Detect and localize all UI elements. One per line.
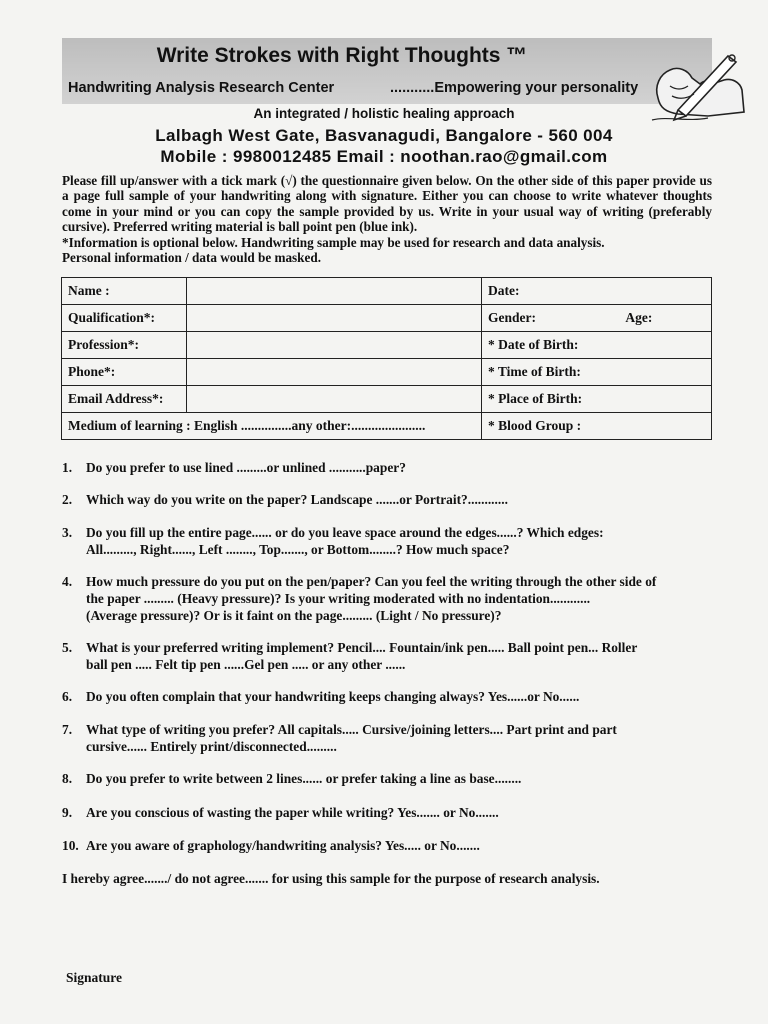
header-subtitle-left: Handwriting Analysis Research Center <box>68 80 335 96</box>
email-field[interactable] <box>187 386 482 413</box>
phone-label: Phone*: <box>62 359 187 386</box>
name-field[interactable] <box>187 278 482 305</box>
header-subtitle-right: ...........Empowering your personality <box>390 80 639 96</box>
question-7: 7. What type of writing you prefer? All capitals..... Cursive/joining letters.... Part print and part cursive...... Entirely print/disconnected......... <box>62 722 617 754</box>
qualification-label: Qualification*: <box>62 305 187 332</box>
qualification-field[interactable] <box>187 305 482 332</box>
profession-field[interactable] <box>187 332 482 359</box>
date-label: Date: <box>482 278 712 305</box>
table-row <box>62 386 712 413</box>
address-line: Lalbagh West Gate, Basvanagudi, Bangalore - 560 004 <box>155 126 613 145</box>
header-banner <box>62 38 712 104</box>
profession-label: Profession*: <box>62 332 187 359</box>
place-of-birth-label: * Place of Birth: <box>482 386 712 413</box>
email-label: Email Address*: <box>62 386 187 413</box>
personal-info-table <box>61 277 712 440</box>
phone-field[interactable] <box>187 359 482 386</box>
gender-age-cell[interactable] <box>482 305 712 332</box>
signature-label: Signature <box>66 970 123 985</box>
optional-info-note: *Information is optional below. Handwriting sample may be used for research and data analysis. <box>62 234 605 250</box>
name-label: Name : <box>62 278 187 305</box>
age-label: Age: <box>625 310 653 325</box>
table-row <box>62 305 712 332</box>
gender-label: Gender: <box>488 310 536 325</box>
instructions <box>62 173 712 265</box>
table-row <box>62 332 712 359</box>
table-row <box>62 413 712 440</box>
instructions-paragraph: Please fill up/answer with a tick mark (√) the questionnaire given below. On the other side of this paper provide us a page full sample of your handwriting along with signature. Either you can choose to write whatever thoughts come in your mind or you can copy the sample provided by us. Write in your usual way of writing (preferably cursive). Preferred writing material is ball point pen (blue ink). <box>62 173 712 235</box>
question-10: 10. Are you aware of graphology/handwriting analysis? Yes..... or No....... <box>62 838 480 853</box>
question-6: 6. Do you often complain that your handwriting keeps changing always? Yes......or No...... <box>62 689 580 704</box>
question-2: 2. Which way do you write on the paper? Landscape .......or Portrait?............ <box>62 492 508 507</box>
question-8: 8. Do you prefer to write between 2 lines...... or prefer taking a line as base........ <box>62 771 522 786</box>
table-row <box>62 278 712 305</box>
question-4: 4. How much pressure do you put on the pen/paper? Can you feel the writing through the other side of the paper ......... (Heavy pressure)? Is your writing moderated with no indentation............ (Average pressure)? Or is it faint on the page......... (Light / No pressure)? <box>62 574 657 623</box>
question-1: 1. Do you prefer to use lined .........or unlined ...........paper? <box>62 460 406 475</box>
question-3: 3. Do you fill up the entire page...... or do you leave space around the edges......? Which edges: All........., Right......, Left ........, Top......., or Bottom........? How much space? <box>62 525 604 557</box>
question-9: 9. Are you conscious of wasting the paper while writing? Yes....... or No....... <box>62 805 499 820</box>
data-masked-note: Personal information / data would be masked. <box>62 250 322 266</box>
blood-group-label: * Blood Group : <box>482 413 712 440</box>
time-of-birth-label: * Time of Birth: <box>482 359 712 386</box>
date-of-birth-label: * Date of Birth: <box>482 332 712 359</box>
table-row <box>62 359 712 386</box>
question-5: 5. What is your preferred writing implement? Pencil.... Fountain/ink pen..... Ball point pen... Roller ball pen ..... Felt tip pen ......Gel pen ..... or any other ...... <box>62 640 638 672</box>
tagline: An integrated / holistic healing approach <box>253 106 515 121</box>
medium-of-learning-label: Medium of learning : English ...............any other:...................... <box>62 413 482 440</box>
header-title: Write Strokes with Right Thoughts ™ <box>156 44 528 67</box>
contact-line: Mobile : 9980012485 Email : noothan.rao@gmail.com <box>160 147 608 166</box>
agreement-statement: I hereby agree......./ do not agree....... for using this sample for the purpose of research analysis. <box>62 871 600 886</box>
